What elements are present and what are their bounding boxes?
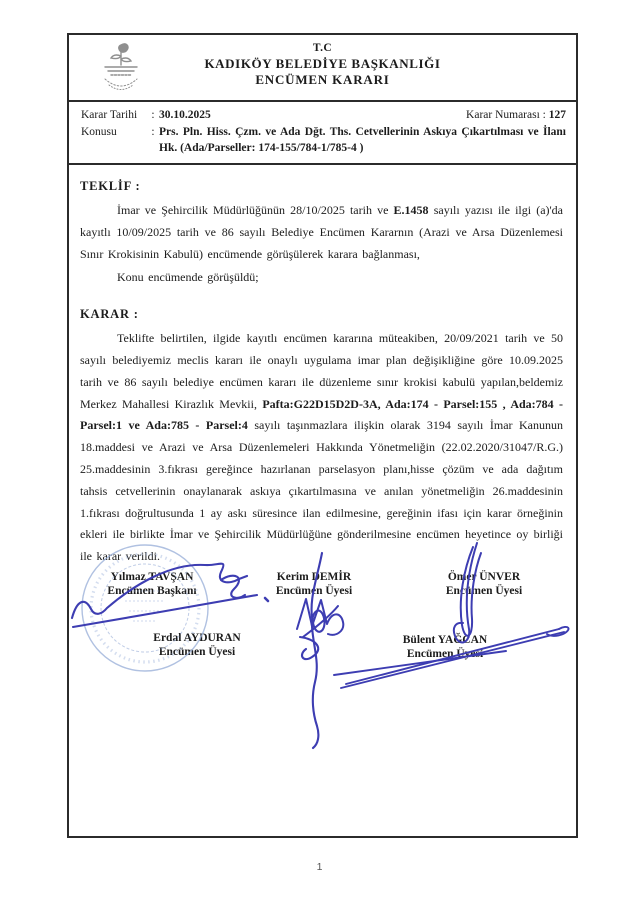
signer-title: Encümen Başkanı: [107, 585, 197, 597]
signature-block-member-3: [122, 631, 272, 659]
signature-scribble-member-1: [297, 599, 343, 637]
date-label: Karar Tarihi: [81, 109, 138, 121]
decision-number: [466, 107, 566, 124]
signer-title: Encümen Üyesi: [445, 585, 523, 597]
date-colon: :: [151, 109, 155, 121]
signer-name: Erdal AYDURAN: [153, 632, 241, 644]
date-value: 30.10.2025: [159, 109, 211, 121]
subject-colon: :: [151, 125, 155, 138]
decision-heading: KARAR :: [80, 307, 139, 322]
number-colon: :: [542, 109, 549, 121]
proposal-paragraph-1: İmar ve Şehircilik Müdürlüğünün 28/10/2025 tarih ve E.1458 sayılı yazısı ile ilgi (a)'da kayıtlı 10/09/2025 tarih ve 86 sayılı Belediye Encümen Kararnın (Arazi ve Arsa Düzenlemesi Sınır Krokisinin Kabulü) encümende görüşülerek karara bağlanması,: [80, 203, 564, 261]
document-body: [69, 165, 576, 568]
subject-value: Prs. Pln. Hiss. Çzm. ve Ada Dğt. Ths. Cetvellerinin Askıya Çıkartılması ve İlanı Hk. (Ada/Parseller: 174-155/784-1/785-4 ): [159, 125, 566, 155]
signature-scribble-member-4: [334, 627, 569, 688]
signature-block-member-1: [254, 570, 374, 598]
signer-name: Bülent YAĞCAN: [402, 634, 488, 646]
meta-row-subject: [81, 124, 566, 157]
proposal-paragraph-2: Konu encümende görüşüldü;: [117, 270, 259, 285]
signature-scribble-member-3: [300, 553, 325, 748]
subject-label: Konusu: [81, 125, 117, 138]
country-abbreviation: T.C: [312, 42, 333, 54]
signer-title: Encümen Üyesi: [275, 585, 353, 597]
signer-title: Encümen Üyesi: [158, 646, 236, 658]
document-frame: [67, 33, 578, 838]
meta-row-date: [81, 107, 566, 124]
proposal-heading: TEKLİF :: [80, 179, 141, 194]
signer-title: Encümen Üyesi: [406, 648, 484, 660]
signature-block-chairman: [77, 570, 227, 598]
header-titles: [69, 41, 576, 89]
signer-name: Yılmaz TAVŞAN: [110, 571, 194, 583]
decision-meta: [69, 102, 576, 165]
document-type-title: ENCÜMEN KARARI: [255, 72, 390, 88]
signature-block-member-2: [424, 570, 544, 598]
signature-scribble-chairman: [72, 564, 268, 627]
decision-paragraph-1: Teklifte belirtilen, ilgide kayıtlı encümen kararına müteakiben, 20/09/2021 tarih ve 50 sayılı belediyemiz meclis kararı ile onaylı uygulama imar plan değişikliğine göre 10.09.2025 tarih ve 86 sayılı belediye encümen kararı ile düzenleme sınır krokisi kabulü yapılan,beldemiz Merkez Mahallesi Kirazlık Mevkii, Pafta:G22D15D2D-3A, Ada:174 - Parsel:155 , Ada:784 - Parsel:1 ve Ada:785 - Parsel:4 sayılı taşınmazlara ilişkin olarak 3194 sayılı İmar Kanunun 18.maddesi ve Arazi ve Arsa Düzenlemeleri Hakkında Yönetmeliğin (22.02.2020/31047/R.G.) 25.maddesinin 3.fıkrası gereğince hazırlanan parselasyon planı,hisse çözüm ve ada dağıtım tahsis cetvellerinin onaylanarak askıya çıkartılmasına ve anılan yönetmeliğin 26.maddesinin 1.fıkrası doğrultusunda 1 ay askı süresince ilan edilmesine, gereğinin ifası için karar örneğinin ekleri ile birlikte İmar ve Şehircilik Müdürlüğüne gönderilmesine encümen heyetince oy birliği ile karar verildi.: [80, 331, 563, 564]
organization-name: KADIKÖY BELEDİYE BAŞKANLIĞI: [204, 55, 441, 71]
signer-name: Kerim DEMİR: [276, 571, 352, 583]
document-header: [69, 35, 576, 102]
number-value: 127: [548, 109, 566, 121]
number-label: Karar Numarası: [466, 109, 540, 121]
signer-name: Ömer ÜNVER: [447, 571, 521, 583]
page-number: 1: [316, 861, 323, 873]
signature-block-member-4: [370, 633, 520, 661]
